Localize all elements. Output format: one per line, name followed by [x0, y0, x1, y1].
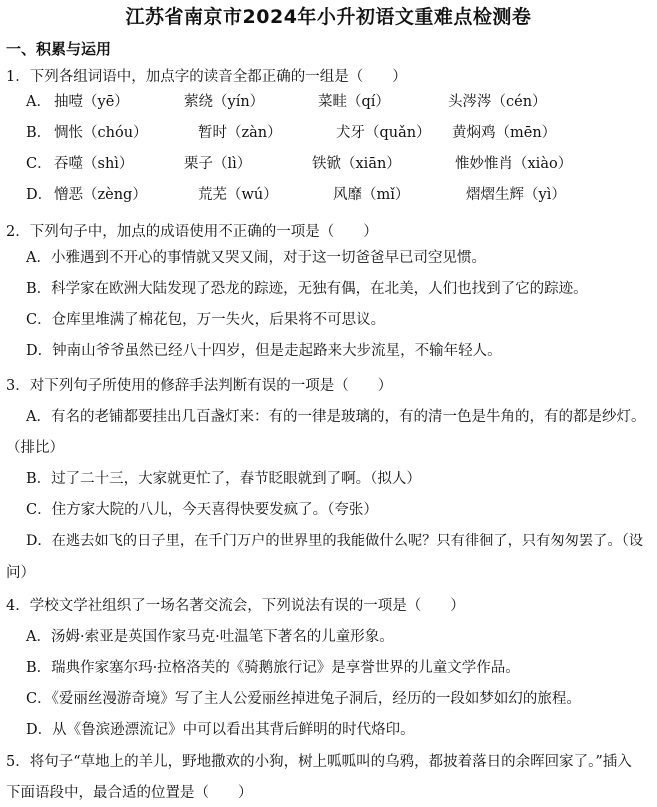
word-item: 黄焖鸡（mēn） — [452, 125, 557, 141]
q2-option-d: D．钟南山爷爷虽然已经八十四岁，但是走起路来大步流星，不输年轻人。 — [26, 343, 502, 359]
question-1-stem: 1．下列各组词语中，加点字的读音全都正确的一组是（ ） — [6, 69, 407, 85]
q4-option-b: B．瑞典作家塞尔玛·拉格洛芙的《骑鹅旅行记》是享誉世界的儿童文学作品。 — [26, 660, 520, 676]
q3-option-a-continued: （排比） — [6, 440, 64, 456]
question-2-stem: 2．下列句子中，加点的成语使用不正确的一项是（ ） — [6, 224, 378, 240]
q4-option-a: A．汤姆·索亚是英国作家马克·吐温笔下著名的儿童形象。 — [26, 629, 394, 645]
q2-option-a: A．小雅遇到不开心的事情就又哭又闹，对于这一切爸爸早已司空见惯。 — [26, 250, 486, 266]
section-heading: 一、积累与运用 — [6, 40, 112, 58]
document-title: 江苏省南京市2024年小升初语文重难点检测卷 — [125, 6, 532, 28]
q3-option-c: C．住方家大院的八儿，今天喜得快要发疯了。（夸张） — [26, 502, 378, 518]
option-label: B． — [26, 125, 52, 141]
option-label: D． — [26, 187, 53, 203]
q3-option-d: D．在逃去如飞的日子里，在千门万户的世界里的我能做什么呢？只有徘徊了，只有匆匆罢了。（设 — [26, 533, 644, 549]
word-item: 萦绕（yín） — [184, 94, 265, 110]
q4-option-c: C．《爱丽丝漫游奇境》写了主人公爱丽丝掉进兔子洞后，经历的一段如梦如幻的旅程。 — [26, 691, 581, 707]
word-item: 憎恶（zèng） — [54, 187, 147, 203]
q3-option-b: B．过了二十三，大家就更忙了，春节眨眼就到了啊。（拟人） — [26, 471, 421, 487]
word-item: 铁锨（xiān） — [312, 156, 401, 172]
word-item: 菜畦（qí） — [318, 94, 390, 110]
word-item: 头涔涔（cén） — [448, 94, 547, 110]
word-item: 惟妙惟肖（xiào） — [455, 156, 573, 172]
word-item: 熠熠生辉（yì） — [466, 187, 566, 203]
question-3-stem: 3．对下列句子所使用的修辞手法判断有误的一项是（ ） — [6, 378, 393, 394]
word-item: 吞噬（shì） — [54, 156, 134, 172]
word-item: 犬牙（quǎn） — [336, 125, 431, 141]
word-item: 荒芜（wú） — [198, 187, 278, 203]
option-label: C． — [26, 156, 52, 172]
q3-option-d-continued: 问） — [6, 565, 35, 581]
word-item: 栗子（lì） — [184, 156, 252, 172]
word-item: 惆怅（chóu） — [54, 125, 148, 141]
q3-option-a: A．有名的老铺都要挂出几百盏灯来：有的一律是玻璃的，有的清一色是牛角的，有的都是纱灯。 — [26, 409, 646, 425]
option-label: A． — [26, 94, 51, 110]
word-item: 抽噎（yē） — [54, 94, 129, 110]
question-5-stem-continued: 下面语段中，最合适的位置是（ ） — [6, 785, 253, 801]
question-5-stem: 5．将句子“草地上的羊儿，野地撒欢的小狗，树上呱呱叫的乌鸦，都披着落日的余晖回家了。”插入 — [6, 754, 632, 770]
q2-option-b: B．科学家在欧洲大陆发现了恐龙的踪迹，无独有偶，在北美，人们也找到了它的踪迹。 — [26, 281, 588, 297]
q4-option-d: D．从《鲁滨逊漂流记》中可以看出其背后鲜明的时代烙印。 — [26, 722, 415, 738]
q2-option-c: C．仓库里堆满了棉花包，万一失火，后果将不可思议。 — [26, 312, 386, 328]
word-item: 风靡（mǐ） — [333, 187, 410, 203]
word-item: 暂时（zàn） — [198, 125, 282, 141]
question-4-stem: 4．学校文学社组织了一场名著交流会，下列说法有误的一项是（ ） — [6, 598, 465, 614]
